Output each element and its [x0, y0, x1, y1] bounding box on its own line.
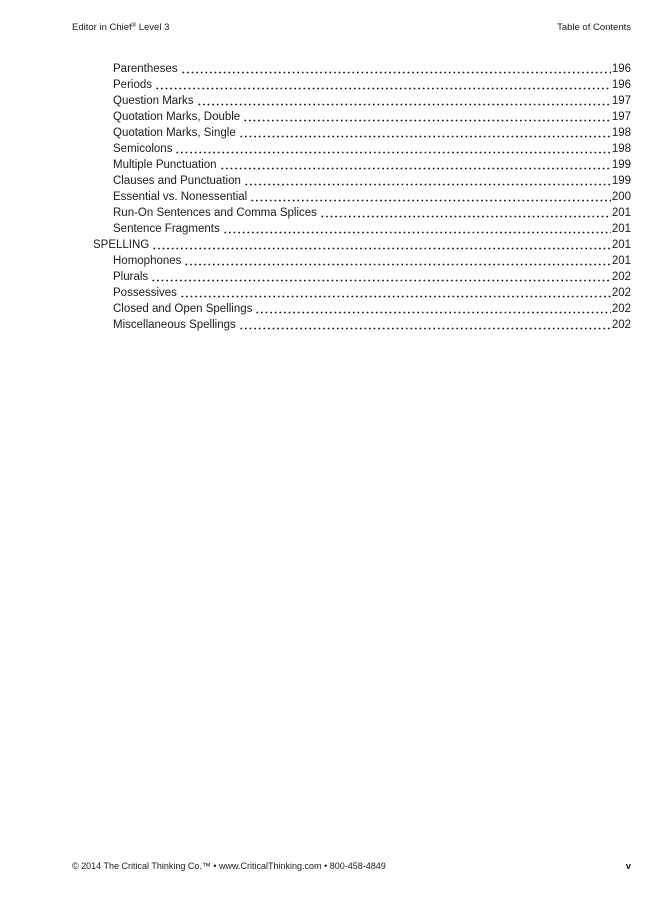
toc-entry[interactable] [93, 317, 631, 333]
dot-leader [239, 135, 611, 138]
toc-entry-label: Plurals [113, 271, 149, 283]
header-book-title-text: Editor in Chief [72, 22, 132, 33]
page-footer [72, 860, 631, 873]
toc-entry-page: 197 [611, 95, 631, 107]
toc-entry[interactable] [93, 77, 631, 93]
dot-leader [155, 87, 611, 90]
toc-entry[interactable] [93, 93, 631, 109]
toc-entry-label: Semicolons [113, 143, 173, 155]
dot-leader [180, 295, 611, 298]
toc-entry[interactable] [93, 125, 631, 141]
toc-entry-label: Periods [113, 79, 152, 91]
header-book-level-text: Level 3 [136, 22, 170, 33]
dot-leader [244, 183, 611, 186]
toc-entry[interactable] [93, 253, 631, 269]
header-book-title [72, 22, 169, 33]
toc-entry-label: Quotation Marks, Single [113, 127, 236, 139]
toc-entry-label: Closed and Open Spellings [113, 303, 253, 315]
toc-entry-label: Quotation Marks, Double [113, 111, 241, 123]
toc-entry-label: SPELLING [93, 239, 150, 251]
toc-entry-label: Miscellaneous Spellings [113, 319, 236, 331]
page-number: v [625, 861, 631, 872]
dot-leader [197, 103, 611, 106]
toc-entry-page: 198 [611, 143, 631, 155]
page-header [72, 22, 631, 33]
toc-entry-page: 201 [611, 255, 631, 267]
toc-section-entry[interactable] [93, 237, 631, 253]
toc-entry-label: Multiple Punctuation [113, 159, 217, 171]
toc-entry-page: 202 [611, 319, 631, 331]
toc-entry[interactable] [93, 301, 631, 317]
toc-entry-label: Question Marks [113, 95, 194, 107]
toc-entry[interactable] [93, 285, 631, 301]
table-of-contents [93, 61, 631, 333]
toc-entry[interactable] [93, 61, 631, 77]
dot-leader [250, 199, 611, 202]
toc-entry[interactable] [93, 173, 631, 189]
toc-entry-page: 201 [611, 223, 631, 235]
toc-entry-page: 196 [611, 63, 631, 75]
toc-entry-page: 200 [611, 191, 631, 203]
registered-trademark-symbol: ® [131, 23, 137, 29]
toc-entry[interactable] [93, 109, 631, 125]
dot-leader [181, 71, 611, 74]
toc-entry-page: 202 [611, 287, 631, 299]
toc-entry-page: 201 [611, 239, 631, 251]
toc-entry-label: Homophones [113, 255, 182, 267]
dot-leader [255, 311, 610, 314]
dot-leader [320, 215, 611, 218]
toc-entry-page: 198 [611, 127, 631, 139]
toc-entry-label: Parentheses [113, 63, 178, 75]
toc-entry-label: Possessives [113, 287, 177, 299]
toc-entry-page: 202 [611, 271, 631, 283]
toc-entry-page: 201 [611, 207, 631, 219]
dot-leader [239, 327, 611, 330]
dot-leader [175, 151, 610, 154]
toc-entry[interactable] [93, 141, 631, 157]
toc-entry-page: 202 [611, 303, 631, 315]
toc-entry-label: Essential vs. Nonessential [113, 191, 248, 203]
toc-entry[interactable] [93, 205, 631, 221]
toc-entry[interactable] [93, 189, 631, 205]
toc-entry-page: 199 [611, 175, 631, 187]
dot-leader [152, 247, 611, 250]
toc-entry[interactable] [93, 221, 631, 237]
toc-entry-label: Clauses and Punctuation [113, 175, 241, 187]
footer-copyright: © 2014 The Critical Thinking Co.™ • www.CriticalThinking.com • 800-458-4849 [72, 861, 386, 871]
toc-entry-label: Run-On Sentences and Comma Splices [113, 207, 317, 219]
dot-leader [184, 263, 610, 266]
toc-entry[interactable] [93, 157, 631, 173]
toc-entry-page: 196 [611, 79, 631, 91]
dot-leader [151, 279, 611, 282]
toc-entry-page: 199 [611, 159, 631, 171]
dot-leader [220, 167, 611, 170]
dot-leader [223, 231, 611, 234]
dot-leader [243, 119, 611, 122]
toc-entry-label: Sentence Fragments [113, 223, 220, 235]
header-section-title: Table of Contents [557, 22, 631, 33]
toc-entry[interactable] [93, 269, 631, 285]
toc-entry-page: 197 [611, 111, 631, 123]
